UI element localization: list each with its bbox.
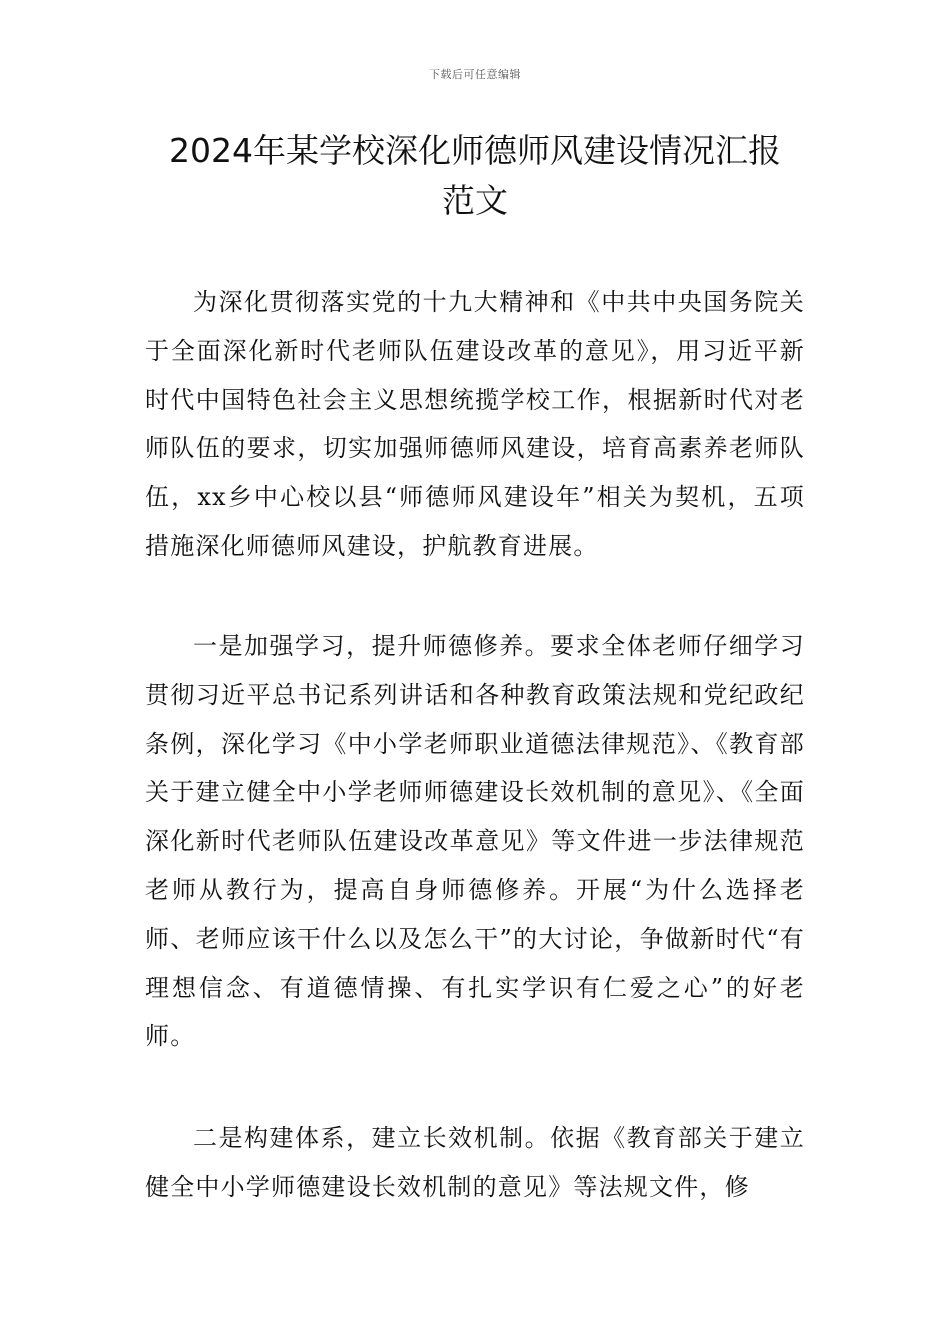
paragraph-measure-2: 二是构建体系，建立长效机制。依据《教育部关于建立健全中小学师德建设长效机制的意见》等法规文件，修 — [145, 1124, 805, 1201]
header-note: 下载后可任意编辑 — [429, 68, 521, 81]
document-title — [145, 126, 805, 226]
title-line-1: 2024年某学校深化师德师风建设情况汇报 — [169, 131, 781, 170]
paragraph-intro: 为深化贯彻落实党的十九大精神和《中共中央国务院关于全面深化新时代老师队伍建设改革的意见》，用习近平新时代中国特色社会主义思想统揽学校工作，根据新时代对老师队伍的要求，切实加强师德师风建设，培育高素养老师队伍，xx乡中心校以县“师德师风建设年”相关为契机，五项措施深化师德师风建设，护航教育进展。 — [145, 288, 805, 560]
paragraph-measure-1: 一是加强学习，提升师德修养。要求全体老师仔细学习贯彻习近平总书记系列讲话和各种教育政策法规和党纪政纪条例，深化学习《中小学老师职业道德法律规范》、《教育部关于建立健全中小学老师师德建设长效机制的意见》、《全面深化新时代老师队伍建设改革意见》等文件进一步法律规范老师从教行为，提高自身师德修养。开展“为什么选择老师、老师应该干什么以及怎么干”的大讨论，争做新时代“有理想信念、有道德情操、有扎实学识有仁爱之心”的好老师。 — [145, 632, 805, 1051]
title-line-2: 范文 — [442, 181, 508, 220]
